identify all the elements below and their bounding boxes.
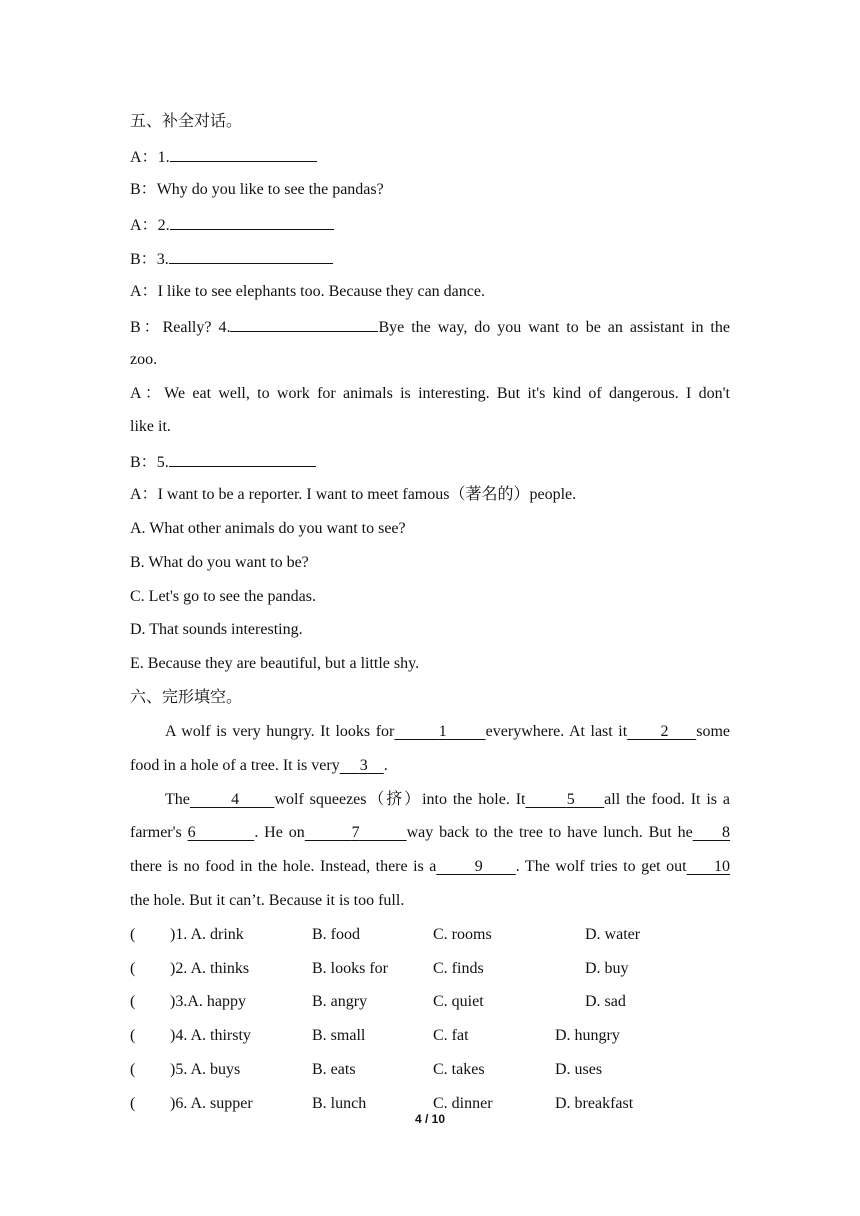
dialogue-line-6-cont: zoo. — [130, 351, 158, 368]
passage-text: A wolf is very hungry. It looks for — [165, 723, 395, 740]
blank-label: 3 — [359, 757, 368, 774]
answer-blank-5[interactable] — [169, 450, 316, 467]
passage-text: . — [383, 757, 388, 774]
answer-paren[interactable]: ( — [130, 960, 136, 977]
dialogue-text: Why do you like to see the pandas? — [156, 181, 384, 198]
answer-paren[interactable]: ( — [130, 1027, 136, 1044]
speaker: B： — [130, 181, 157, 198]
section6-heading: 六、完形填空。 — [130, 689, 243, 706]
speaker: A： — [130, 385, 165, 402]
speaker: B： — [130, 251, 157, 268]
blank-number: 5. — [156, 454, 169, 471]
cloze-blank-9[interactable] — [436, 858, 515, 875]
dialogue-line-2 — [130, 179, 730, 201]
answer-paren[interactable]: ( — [130, 1061, 136, 1078]
cloze-blank-5[interactable] — [526, 791, 605, 808]
question-option-c: C. fat — [433, 1027, 469, 1044]
section5-heading: 五、补全对话。 — [130, 113, 243, 130]
question-option-a: )2. A. thinks — [170, 960, 250, 977]
passage-p2-line2 — [130, 822, 730, 844]
dialogue-line-4 — [130, 247, 730, 271]
blank-number: 2. — [157, 217, 170, 234]
dialogue-line-7-cont: like it. — [130, 418, 171, 435]
question-option-d: D. sad — [585, 993, 626, 1010]
dialogue-line-8 — [130, 450, 730, 474]
option-e: E. Because they are beautiful, but a little shy. — [130, 655, 420, 672]
blank-label: 4 — [231, 791, 240, 808]
speaker: A： — [130, 486, 158, 503]
option-c: C. Let's go to see the pandas. — [130, 588, 316, 605]
blank-label: 8 — [722, 824, 731, 841]
option-b: B. What do you want to be? — [130, 554, 309, 571]
passage-text: some — [696, 723, 731, 740]
blank-label: 9 — [474, 858, 483, 875]
question-option-b: B. eats — [312, 1061, 356, 1078]
dialogue-text: We eat well, to work for animals is interesting. But it's kind of dangerous. I don't — [164, 385, 730, 402]
question-option-b: B. looks for — [312, 960, 388, 977]
question-option-d: D. water — [585, 926, 641, 943]
speaker: A： — [130, 283, 158, 300]
question-option-a: )4. A. thirsty — [170, 1027, 251, 1044]
passage-text: everywhere. At last it — [485, 723, 628, 740]
cloze-blank-8[interactable] — [693, 824, 730, 841]
cloze-blank-6[interactable] — [188, 824, 255, 841]
speaker: B： — [130, 454, 157, 471]
blank-label: 7 — [351, 824, 360, 841]
dialogue-text: I want to be a reporter. I want to meet famous（著名的）people. — [157, 486, 577, 503]
passage-text: food in a hole of a tree. It is very — [130, 757, 340, 774]
dialogue-text: Really? 4. — [162, 319, 231, 336]
question-option-c: C. finds — [433, 960, 484, 977]
question-option-d: D. buy — [585, 960, 629, 977]
blank-label: 6 — [187, 824, 196, 841]
question-option-a: )3.A. happy — [170, 993, 246, 1010]
question-option-b: B. food — [312, 926, 360, 943]
question-option-c: C. quiet — [433, 993, 484, 1010]
cloze-blank-1[interactable] — [394, 723, 485, 740]
dialogue-line-9 — [130, 484, 730, 506]
dialogue-text: I like to see elephants too. Because they can dance. — [157, 283, 485, 300]
passage-p1-line1 — [165, 721, 730, 743]
dialogue-line-3 — [130, 213, 730, 237]
option-a: A. What other animals do you want to see? — [130, 520, 406, 537]
question-option-c: C. rooms — [433, 926, 492, 943]
question-option-c: C. dinner — [433, 1095, 493, 1112]
blank-number: 1. — [157, 149, 170, 166]
blank-label: 5 — [566, 791, 575, 808]
passage-text: . The wolf tries to get out — [515, 858, 687, 875]
page-number: 4 / 10 — [414, 1112, 446, 1126]
passage-text: . He on — [254, 824, 305, 841]
answer-blank-3[interactable] — [169, 247, 333, 264]
dialogue-line-1 — [130, 145, 730, 169]
speaker: B： — [130, 319, 163, 336]
dialogue-text: Bye the way, do you want to be an assistant in the — [378, 319, 730, 336]
passage-text: farmer's — [130, 824, 182, 841]
dialogue-line-7 — [130, 383, 730, 405]
question-option-d: D. breakfast — [555, 1095, 634, 1112]
cloze-blank-7[interactable] — [305, 824, 407, 841]
blank-label: 10 — [714, 858, 731, 875]
passage-text: way back to the tree to have lunch. But he — [406, 824, 693, 841]
question-option-d: D. uses — [555, 1061, 603, 1078]
passage-text: all the food. It is a — [604, 791, 731, 808]
passage-p2-line4: the hole. But it can’t. Because it is too full. — [130, 892, 405, 909]
answer-blank-1[interactable] — [170, 145, 317, 162]
cloze-blank-3[interactable] — [340, 757, 384, 774]
question-option-d: D. hungry — [555, 1027, 620, 1044]
cloze-blank-2[interactable] — [627, 723, 696, 740]
blank-label: 1 — [438, 723, 447, 740]
passage-text: there is no food in the hole. Instead, there is a — [130, 858, 437, 875]
answer-blank-2[interactable] — [170, 213, 334, 230]
blank-label: 2 — [660, 723, 669, 740]
passage-p2-line3 — [130, 856, 730, 878]
dialogue-line-5 — [130, 281, 730, 303]
question-option-a: )6. A. supper — [170, 1095, 253, 1112]
answer-paren[interactable]: ( — [130, 1095, 136, 1112]
passage-p1-line2 — [130, 755, 730, 777]
blank-number: 3. — [156, 251, 169, 268]
passage-p2-line1 — [165, 789, 730, 811]
question-option-a: )1. A. drink — [170, 926, 244, 943]
passage-text: wolf squeezes（挤）into the hole. It — [274, 791, 526, 808]
question-option-b: B. small — [312, 1027, 366, 1044]
question-option-c: C. takes — [433, 1061, 485, 1078]
speaker: A： — [130, 149, 158, 166]
question-option-a: )5. A. buys — [170, 1061, 241, 1078]
cloze-blank-4[interactable] — [190, 791, 275, 808]
question-option-b: B. lunch — [312, 1095, 367, 1112]
dialogue-line-6 — [130, 315, 730, 339]
passage-text: The — [165, 791, 190, 808]
answer-blank-4[interactable] — [230, 315, 378, 332]
speaker: A： — [130, 217, 158, 234]
option-d: D. That sounds interesting. — [130, 621, 303, 638]
question-option-b: B. angry — [312, 993, 368, 1010]
answer-paren[interactable]: ( — [130, 926, 136, 943]
answer-paren[interactable]: ( — [130, 993, 136, 1010]
cloze-blank-10[interactable] — [687, 858, 730, 875]
